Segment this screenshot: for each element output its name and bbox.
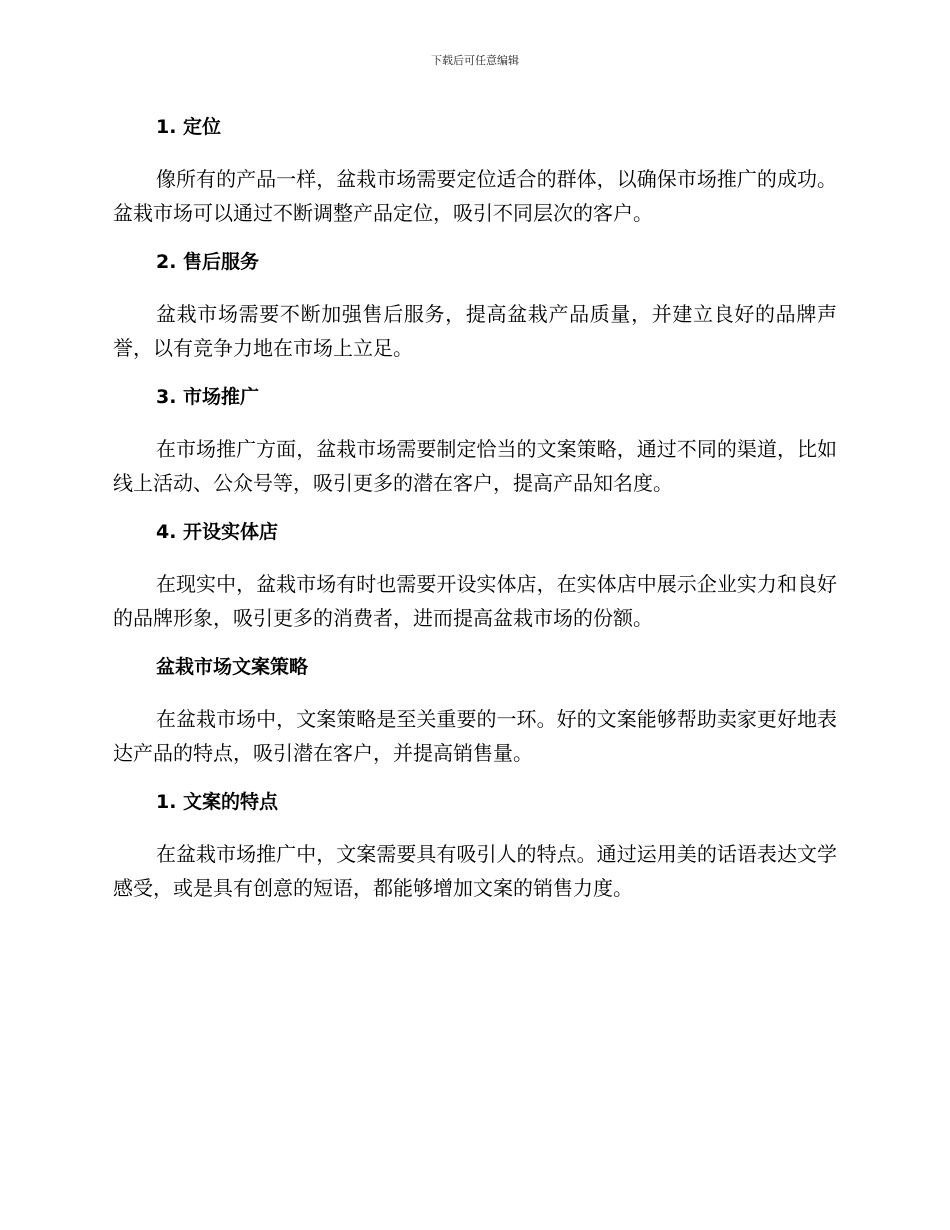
section-paragraph: 在盆栽市场推广中，文案需要具有吸引人的特点。通过运用美的话语表达文学感受，或是具有创意的短语，都能够增加文案的销售力度。 xyxy=(113,842,837,900)
section-paragraph: 盆栽市场需要不断加强售后服务，提高盆栽产品质量，并建立良好的品牌声誉，以有竞争力地在市场上立足。 xyxy=(113,302,837,360)
section-heading: 1. 文案的特点 xyxy=(156,791,279,813)
section-heading: 2. 售后服务 xyxy=(156,251,260,273)
section-positioning xyxy=(113,110,837,230)
section-heading: 盆栽市场文案策略 xyxy=(156,656,309,678)
section-copy-strategy xyxy=(113,650,837,770)
section-paragraph: 像所有的产品一样，盆栽市场需要定位适合的群体，以确保市场推广的成功。盆栽市场可以通过不断调整产品定位，吸引不同层次的客户。 xyxy=(113,167,837,225)
section-after-sales xyxy=(113,245,837,365)
section-heading: 4. 开设实体店 xyxy=(156,521,279,543)
section-paragraph: 在现实中，盆栽市场有时也需要开设实体店，在实体店中展示企业实力和良好的品牌形象，吸引更多的消费者，进而提高盆栽市场的份额。 xyxy=(113,572,837,630)
section-physical-store xyxy=(113,515,837,635)
section-copy-features xyxy=(113,785,837,905)
document-body xyxy=(113,110,837,920)
section-heading: 3. 市场推广 xyxy=(156,386,260,408)
section-paragraph: 在盆栽市场中，文案策略是至关重要的一环。好的文案能够帮助卖家更好地表达产品的特点，吸引潜在客户，并提高销售量。 xyxy=(113,707,837,765)
page-header: 下载后可任意编辑 xyxy=(431,54,519,67)
section-heading: 1. 定位 xyxy=(156,116,222,138)
section-paragraph: 在市场推广方面，盆栽市场需要制定恰当的文案策略，通过不同的渠道，比如线上活动、公众号等，吸引更多的潜在客户，提高产品知名度。 xyxy=(113,437,837,495)
section-marketing xyxy=(113,380,837,500)
